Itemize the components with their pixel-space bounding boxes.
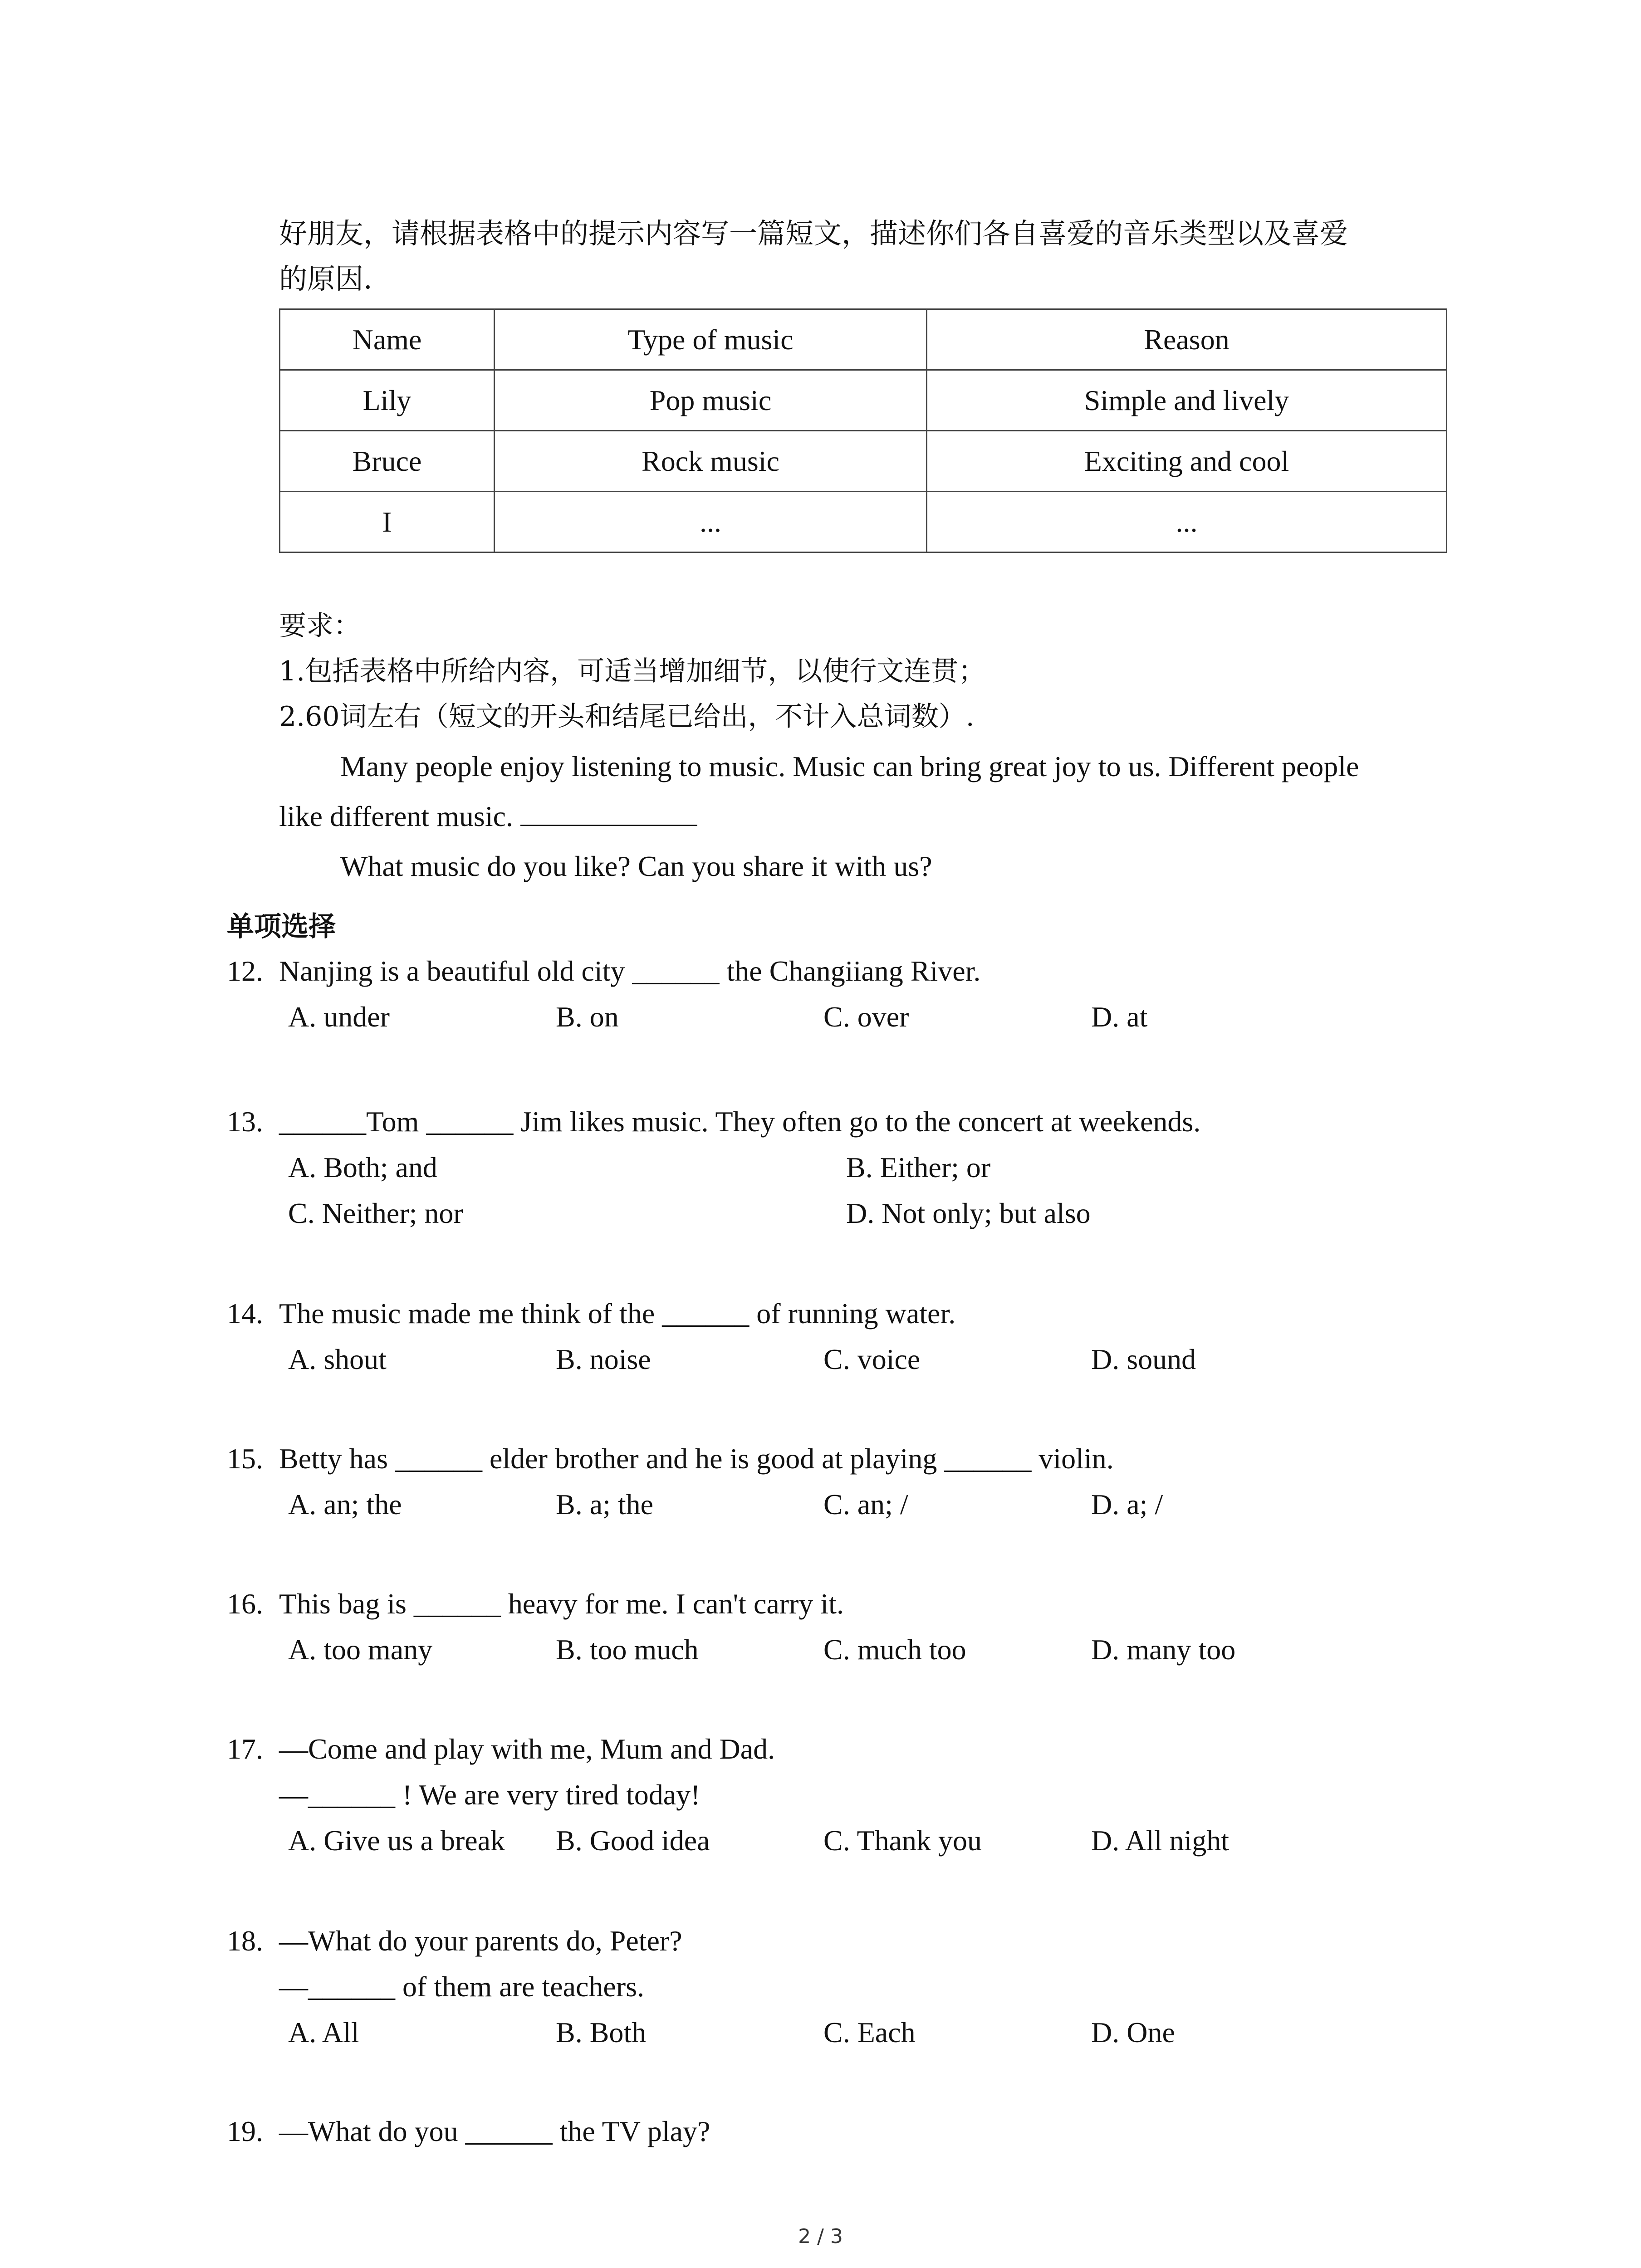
- options-row: [227, 1336, 1543, 1382]
- question-text: —Come and play with me, Mum and Dad.: [279, 1733, 775, 1765]
- option-b[interactable]: B. a; the: [556, 1488, 654, 1520]
- option-d[interactable]: D. at: [1091, 1001, 1148, 1033]
- question-text: Nanjing is a beautiful old city ______ the Changiiang River.: [279, 955, 981, 987]
- option-d[interactable]: D. a; /: [1091, 1488, 1163, 1520]
- page-number: 2 / 3: [798, 2225, 843, 2248]
- option-a[interactable]: A. too many: [288, 1633, 433, 1666]
- question-number: 12.: [227, 955, 263, 987]
- intro-line-1: 好朋友，请根据表格中的提示内容写一篇短文，描述你们各自喜爱的音乐类型以及喜爱: [279, 217, 1348, 250]
- question-text-line-2: —______ ! We are very tired today!: [279, 1779, 700, 1811]
- option-c[interactable]: C. much too: [823, 1633, 966, 1666]
- question-text-line-2: —______ of them are teachers.: [279, 1970, 645, 2003]
- option-d[interactable]: D. many too: [1091, 1633, 1236, 1666]
- option-c[interactable]: C. voice: [823, 1343, 921, 1375]
- option-a[interactable]: A. All: [288, 2016, 359, 2048]
- option-c[interactable]: C. Thank you: [823, 1824, 982, 1857]
- question-12: [227, 948, 1543, 1040]
- question-number: 13.: [227, 1105, 263, 1138]
- question-number: 14.: [227, 1297, 263, 1330]
- option-c[interactable]: C. Each: [823, 2016, 916, 2048]
- options-row: [227, 1144, 1543, 1190]
- table-row: [280, 370, 1447, 431]
- option-d[interactable]: D. sound: [1091, 1343, 1196, 1375]
- requirement-item-1: 1.包括表格中所给内容，可适当增加细节，以使行文连贯；: [279, 655, 986, 687]
- essay-blank[interactable]: [520, 797, 697, 826]
- options-row: [227, 994, 1543, 1040]
- option-a[interactable]: A. Both; and: [288, 1151, 437, 1183]
- question-text: —What do your parents do, Peter?: [279, 1925, 682, 1957]
- option-b[interactable]: B. too much: [556, 1633, 699, 1666]
- table-header-cell: Reason: [927, 309, 1447, 370]
- option-a[interactable]: A. an; the: [288, 1488, 402, 1520]
- table-cell: ...: [495, 492, 927, 552]
- options-row: [227, 1627, 1543, 1672]
- option-b[interactable]: B. Either; or: [846, 1151, 991, 1183]
- question-text: The music made me think of the ______ of running water.: [279, 1297, 956, 1330]
- options-row: [227, 1190, 1543, 1236]
- music-table: [279, 308, 1447, 553]
- table-cell: ...: [927, 492, 1447, 552]
- question-14: [227, 1290, 1543, 1382]
- option-c[interactable]: C. an; /: [823, 1488, 908, 1520]
- question-text: ______Tom ______ Jim likes music. They often go to the concert at weekends.: [279, 1105, 1201, 1138]
- options-row: [227, 2009, 1543, 2055]
- option-c[interactable]: C. Neither; nor: [288, 1197, 463, 1229]
- option-b[interactable]: B. Both: [556, 2016, 647, 2048]
- option-d[interactable]: D. Not only; but also: [846, 1197, 1091, 1229]
- section-title: 单项选择: [227, 911, 336, 943]
- requirement-item-2: 2.60词左右（短文的开头和结尾已给出，不计入总词数）.: [279, 701, 975, 733]
- question-18: [227, 1918, 1543, 2055]
- table-cell: Rock music: [495, 431, 927, 492]
- table-header-cell: Type of music: [495, 309, 927, 370]
- question-13: [227, 1099, 1543, 1236]
- question-16: [227, 1581, 1543, 1672]
- essay-line-2-text: like different music.: [279, 800, 513, 832]
- question-17: [227, 1726, 1543, 1863]
- question-number: 16.: [227, 1588, 263, 1620]
- table-header-cell: Name: [280, 309, 495, 370]
- requirements: [279, 603, 1504, 739]
- question-number: 17.: [227, 1733, 263, 1765]
- table-cell: Pop music: [495, 370, 927, 431]
- table-cell: Simple and lively: [927, 370, 1447, 431]
- table-cell: Lily: [280, 370, 495, 431]
- question-15: [227, 1436, 1543, 1527]
- table-cell: Exciting and cool: [927, 431, 1447, 492]
- option-b[interactable]: B. on: [556, 1001, 619, 1033]
- requirements-title: 要求：: [279, 610, 361, 642]
- options-row: [227, 1818, 1543, 1863]
- question-number: 18.: [227, 1925, 263, 1957]
- option-a[interactable]: A. Give us a break: [288, 1824, 505, 1857]
- option-d[interactable]: D. One: [1091, 2016, 1175, 2048]
- option-b[interactable]: B. noise: [556, 1343, 651, 1375]
- essay-prompt: [279, 742, 1459, 891]
- essay-line-1: Many people enjoy listening to music. Music can bring great joy to us. Different people: [340, 750, 1359, 782]
- question-text: Betty has ______ elder brother and he is good at playing ______ violin.: [279, 1442, 1114, 1475]
- table-row: [280, 492, 1447, 552]
- question-text: —What do you ______ the TV play?: [279, 2115, 710, 2147]
- question-text: This bag is ______ heavy for me. I can't carry it.: [279, 1588, 844, 1620]
- option-d[interactable]: D. All night: [1091, 1824, 1230, 1857]
- intro-text: [279, 211, 1450, 302]
- question-number: 19.: [227, 2115, 263, 2147]
- option-b[interactable]: B. Good idea: [556, 1824, 710, 1857]
- options-row: [227, 1481, 1543, 1527]
- table-cell: I: [280, 492, 495, 552]
- option-c[interactable]: C. over: [823, 1001, 909, 1033]
- essay-line-2: [279, 792, 1459, 841]
- question-19: [227, 2108, 1543, 2154]
- table-cell: Bruce: [280, 431, 495, 492]
- intro-line-2: 的原因.: [279, 262, 372, 295]
- table-header-row: [280, 309, 1447, 370]
- essay-line-3: What music do you like? Can you share it with us?: [340, 850, 932, 882]
- question-number: 15.: [227, 1442, 263, 1475]
- option-a[interactable]: A. under: [288, 1001, 390, 1033]
- option-a[interactable]: A. shout: [288, 1343, 387, 1375]
- table-row: [280, 431, 1447, 492]
